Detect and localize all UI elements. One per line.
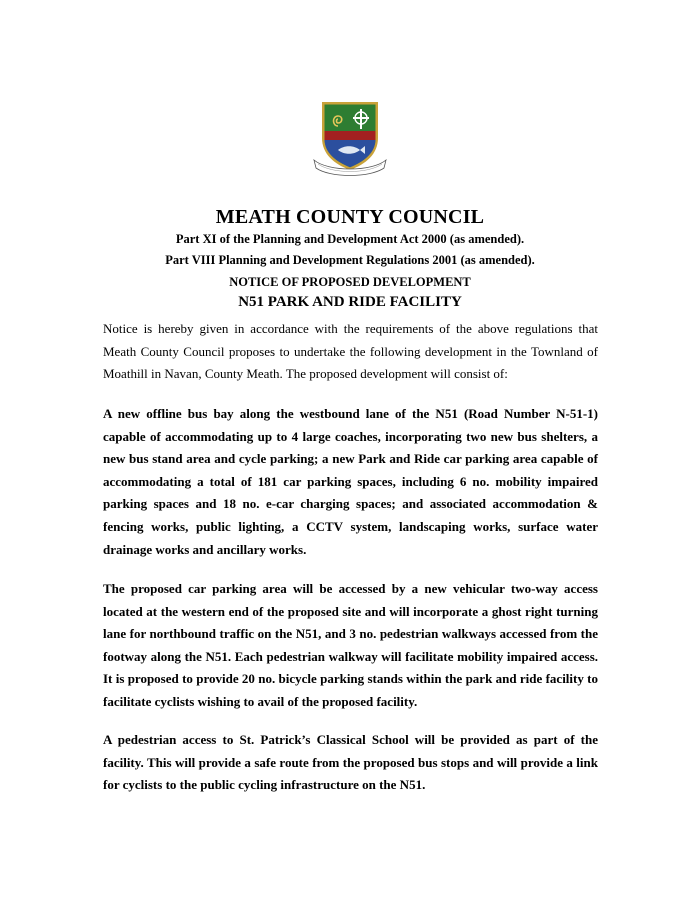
meath-crest-logo	[310, 98, 390, 176]
regulations-reference: Part VIII Planning and Development Regulations 2001 (as amended).	[165, 253, 535, 267]
council-title: MEATH COUNTY COUNCIL	[215, 206, 485, 228]
act-reference: Part XI of the Planning and Development Act 2000 (as amended).	[175, 232, 525, 246]
intro-paragraph: Notice is hereby given in accordance with the requirements of the above regulations that Meath County Council proposes to undertake the following development in the Townland of Moathill in Navan, County Meath. The proposed development will consist of:	[103, 321, 598, 382]
access-paragraph: The proposed car parking area will be accessed by a new vehicular two-way access located at the western end of the proposed site and will incorporate a ghost right turning lane for northbound traffic on the N51, and 3 no. pedestrian walkways accessed from the footway along the N51. Each pedestrian walkway will facilitate mobility impaired access. It is proposed to provide 20 no. bicycle parking stands within the park and ride facility to facilitate cyclists wishing to avail of the proposed facility.	[103, 581, 598, 709]
notice-heading: NOTICE OF PROPOSED DEVELOPMENT	[229, 275, 471, 289]
pedestrian-access-paragraph: A pedestrian access to St. Patrick’s Classical School will be provided as part of the facility. This will provide a safe route from the proposed bus stops and will provide a link for cyclists to the public cycling infrastructure on the N51.	[103, 732, 598, 793]
development-description: A new offline bus bay along the westbound lane of the N51 (Road Number N-51-1) capable of accommodating up to 4 large coaches, incorporating two new bus shelters, a new bus stand area and cycle parking; a new Park and Ride car parking area capable of accommodating a total of 181 car parking spaces, including 6 no. mobility impaired parking spaces and 18 no. e-car charging spaces; and associated accommodation & fencing works, public lighting, a CCTV system, landscaping works, surface water drainage works and ancillary works.	[103, 406, 598, 557]
project-title: N51 PARK AND RIDE FACILITY	[238, 294, 462, 310]
